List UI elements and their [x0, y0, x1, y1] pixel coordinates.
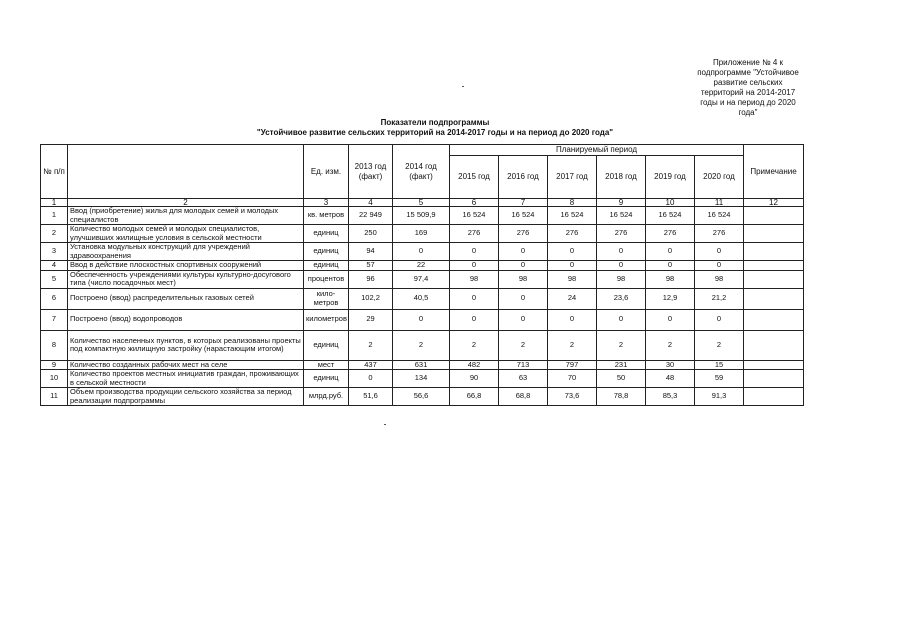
indicator-name: Количество созданных рабочих мест на селе: [68, 360, 304, 370]
value-cell: 2: [499, 330, 548, 360]
appendix-line: развитие сельских: [713, 78, 783, 87]
value-cell: 0: [450, 309, 499, 330]
column-index: 4: [349, 199, 393, 207]
value-cell: 40,5: [393, 288, 450, 309]
value-cell: 16 524: [695, 207, 744, 225]
note-cell: [744, 243, 804, 261]
value-cell: 0: [548, 261, 597, 271]
value-cell: 12,9: [646, 288, 695, 309]
indicator-name: Построено (ввод) водопроводов: [68, 309, 304, 330]
value-cell: 98: [695, 270, 744, 288]
unit-cell: единиц: [304, 225, 349, 243]
appendix-line: года": [738, 108, 758, 117]
value-cell: 0: [450, 288, 499, 309]
value-cell: 90: [450, 370, 499, 388]
header-year: 2018 год: [597, 156, 646, 199]
value-cell: 91,3: [695, 388, 744, 406]
value-cell: 97,4: [393, 270, 450, 288]
value-cell: 713: [499, 360, 548, 370]
value-cell: 0: [499, 309, 548, 330]
value-cell: 16 524: [548, 207, 597, 225]
value-cell: 30: [646, 360, 695, 370]
note-cell: [744, 207, 804, 225]
value-cell: 0: [499, 288, 548, 309]
value-cell: 0: [695, 261, 744, 271]
header-note: Примечание: [744, 145, 804, 199]
value-cell: 23,6: [597, 288, 646, 309]
value-cell: 22: [393, 261, 450, 271]
value-cell: 276: [646, 225, 695, 243]
column-index: 9: [597, 199, 646, 207]
scan-speck: [384, 424, 386, 425]
value-cell: 2: [646, 330, 695, 360]
indicator-name: Количество проектов местных инициатив граждан, проживающих в сельской местности: [68, 370, 304, 388]
indicator-name: Обеспеченность учреждениями культуры культурно-досугового типа (число посадочных мест): [68, 270, 304, 288]
column-index: 3: [304, 199, 349, 207]
row-number: 8: [41, 330, 68, 360]
header-num: № п/п: [41, 145, 68, 199]
column-index: 12: [744, 199, 804, 207]
value-cell: 22 949: [349, 207, 393, 225]
value-cell: 16 524: [450, 207, 499, 225]
row-number: 10: [41, 370, 68, 388]
table-row: [41, 388, 804, 406]
table-row: [41, 225, 804, 243]
column-index: 7: [499, 199, 548, 207]
value-cell: 21,2: [695, 288, 744, 309]
value-cell: 16 524: [646, 207, 695, 225]
row-number: 11: [41, 388, 68, 406]
value-cell: 250: [349, 225, 393, 243]
indicator-name: Количество населенных пунктов, в которых реализованы проекты под компактную жилищную застройку (нарастающим итогом): [68, 330, 304, 360]
value-cell: 94: [349, 243, 393, 261]
value-cell: 2: [349, 330, 393, 360]
unit-cell: кв. метров: [304, 207, 349, 225]
column-index-row: [41, 199, 804, 207]
value-cell: 2: [450, 330, 499, 360]
value-cell: 631: [393, 360, 450, 370]
value-cell: 2: [597, 330, 646, 360]
value-cell: 0: [499, 243, 548, 261]
row-number: 3: [41, 243, 68, 261]
note-cell: [744, 388, 804, 406]
note-cell: [744, 330, 804, 360]
value-cell: 66,8: [450, 388, 499, 406]
indicator-name: Установка модульных конструкций для учреждений здравоохранения: [68, 243, 304, 261]
indicator-name: Объем производства продукции сельского хозяйства за период реализации подпрограммы: [68, 388, 304, 406]
indicator-name: Построено (ввод) распределительных газовых сетей: [68, 288, 304, 309]
value-cell: 0: [499, 261, 548, 271]
scan-speck: [462, 86, 464, 87]
unit-cell: километров: [304, 309, 349, 330]
indicator-name: Ввод (приобретение) жилья для молодых семей и молодых специалистов: [68, 207, 304, 225]
note-cell: [744, 370, 804, 388]
value-cell: 0: [695, 309, 744, 330]
column-index: 5: [393, 199, 450, 207]
column-index: 11: [695, 199, 744, 207]
value-cell: 16 524: [597, 207, 646, 225]
value-cell: 98: [499, 270, 548, 288]
value-cell: 73,6: [548, 388, 597, 406]
note-cell: [744, 309, 804, 330]
table-row: [41, 330, 804, 360]
value-cell: 437: [349, 360, 393, 370]
table-row: [41, 261, 804, 271]
value-cell: 98: [597, 270, 646, 288]
appendix-line: Приложение № 4 к: [712, 58, 784, 67]
value-cell: 797: [548, 360, 597, 370]
value-cell: 70: [548, 370, 597, 388]
value-cell: 0: [349, 370, 393, 388]
header-year: 2015 год: [450, 156, 499, 199]
column-index: 6: [450, 199, 499, 207]
table-row: [41, 288, 804, 309]
value-cell: 0: [450, 261, 499, 271]
header-year: 2016 год: [499, 156, 548, 199]
indicator-name: Количество молодых семей и молодых специалистов, улучшивших жилищные условия в сельской местности: [68, 225, 304, 243]
value-cell: 16 524: [499, 207, 548, 225]
row-number: 1: [41, 207, 68, 225]
appendix-line: подпрограмме "Устойчивое: [697, 68, 799, 77]
value-cell: 0: [597, 309, 646, 330]
note-cell: [744, 261, 804, 271]
appendix-note: [668, 58, 828, 118]
value-cell: 68,8: [499, 388, 548, 406]
column-index: 10: [646, 199, 695, 207]
value-cell: 0: [646, 261, 695, 271]
header-name: [68, 145, 304, 199]
table-row: [41, 207, 804, 225]
value-cell: 50: [597, 370, 646, 388]
value-cell: 0: [597, 243, 646, 261]
header-2013: 2013 год (факт): [349, 145, 393, 199]
row-number: 2: [41, 225, 68, 243]
indicators-table: [40, 144, 804, 406]
value-cell: 276: [548, 225, 597, 243]
header-year: 2019 год: [646, 156, 695, 199]
note-cell: [744, 270, 804, 288]
value-cell: 57: [349, 261, 393, 271]
unit-cell: кило-метров: [304, 288, 349, 309]
value-cell: 0: [597, 261, 646, 271]
value-cell: 169: [393, 225, 450, 243]
title-line-2: "Устойчивое развитие сельских территорий на 2014-2017 годы и на период до 2020 года": [256, 128, 614, 137]
value-cell: 0: [646, 243, 695, 261]
value-cell: 59: [695, 370, 744, 388]
note-cell: [744, 360, 804, 370]
value-cell: 48: [646, 370, 695, 388]
value-cell: 102,2: [349, 288, 393, 309]
unit-cell: единиц: [304, 330, 349, 360]
value-cell: 2: [695, 330, 744, 360]
unit-cell: млрд.руб.: [304, 388, 349, 406]
table-row: [41, 370, 804, 388]
value-cell: 2: [548, 330, 597, 360]
header-unit: Ед. изм.: [304, 145, 349, 199]
value-cell: 78,8: [597, 388, 646, 406]
value-cell: 56,6: [393, 388, 450, 406]
value-cell: 276: [597, 225, 646, 243]
value-cell: 29: [349, 309, 393, 330]
value-cell: 276: [450, 225, 499, 243]
value-cell: 15: [695, 360, 744, 370]
value-cell: 0: [393, 243, 450, 261]
table-row: [41, 309, 804, 330]
unit-cell: мест: [304, 360, 349, 370]
unit-cell: единиц: [304, 370, 349, 388]
note-cell: [744, 288, 804, 309]
value-cell: 2: [393, 330, 450, 360]
header-year: 2017 год: [548, 156, 597, 199]
header-2014: 2014 год (факт): [393, 145, 450, 199]
value-cell: 51,6: [349, 388, 393, 406]
value-cell: 96: [349, 270, 393, 288]
value-cell: 15 509,9: [393, 207, 450, 225]
value-cell: 0: [646, 309, 695, 330]
value-cell: 231: [597, 360, 646, 370]
unit-cell: единиц: [304, 243, 349, 261]
value-cell: 0: [450, 243, 499, 261]
appendix-line: годы и на период до 2020: [700, 98, 796, 107]
table-row: [41, 243, 804, 261]
value-cell: 24: [548, 288, 597, 309]
note-cell: [744, 225, 804, 243]
header-planned-period: Планируемый период: [450, 145, 744, 156]
value-cell: 98: [646, 270, 695, 288]
column-index: 1: [41, 199, 68, 207]
value-cell: 0: [695, 243, 744, 261]
row-number: 9: [41, 360, 68, 370]
document-title: [240, 118, 630, 138]
appendix-line: территорий на 2014-2017: [700, 88, 796, 97]
table-row: [41, 270, 804, 288]
row-number: 6: [41, 288, 68, 309]
value-cell: 98: [548, 270, 597, 288]
row-number: 4: [41, 261, 68, 271]
value-cell: 98: [450, 270, 499, 288]
header-year: 2020 год: [695, 156, 744, 199]
value-cell: 276: [695, 225, 744, 243]
table-row: [41, 360, 804, 370]
value-cell: 0: [393, 309, 450, 330]
unit-cell: единиц: [304, 261, 349, 271]
value-cell: 63: [499, 370, 548, 388]
value-cell: 0: [548, 309, 597, 330]
value-cell: 276: [499, 225, 548, 243]
value-cell: 482: [450, 360, 499, 370]
row-number: 7: [41, 309, 68, 330]
value-cell: 85,3: [646, 388, 695, 406]
value-cell: 0: [548, 243, 597, 261]
column-index: 2: [68, 199, 304, 207]
unit-cell: процентов: [304, 270, 349, 288]
title-line-1: Показатели подпрограммы: [380, 118, 490, 127]
row-number: 5: [41, 270, 68, 288]
column-index: 8: [548, 199, 597, 207]
indicator-name: Ввод в действие плоскостных спортивных сооружений: [68, 261, 304, 271]
value-cell: 134: [393, 370, 450, 388]
